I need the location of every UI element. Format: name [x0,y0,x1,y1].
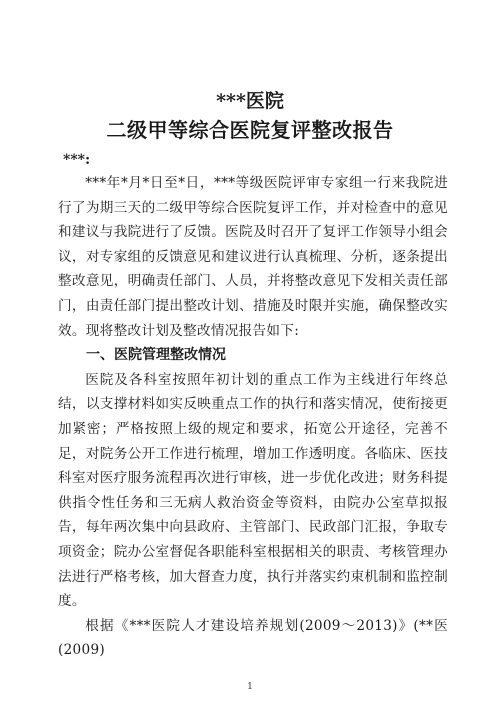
section1-paragraph-1: 医院及各科室按照年初计划的重点工作为主线进行年终总结，以支撑材料如实反映重点工作的执行和落实情况，使衔接更加紧密；严格按照上级的规定和要求，拓宽公开途径，完善不足，对院务公开工作进行梳理，增加工作透明度。各临床、医技科室对医疗服务流程再次进行审核，进一步优化改进；财务科提供指令性任务和三无病人救治资金等资料，由院办公室草拟报告，每年两次集中向县政府、主管部门、民政部门汇报，争取专项资金；院办公室督促各职能科室根据相关的职责、考核管理办法进行严格考核，加大督查力度，执行并落实约束机制和监控制度。 [58,371,448,610]
intro-paragraph: ***年*月*日至*日，***等级医院评审专家组一行来我院进行了为期三天的二级甲等综合医院复评工作，并对检查中的意见和建议与我院进行了反馈。医院及时召开了复评工作领导小组会议，对专家组的反馈意见和建议进行认真梳理、分析，逐条提出整改意见，明确责任部门、人员，并将整改意见下发相关责任部门，由责任部门提出整改计划、措施及时限并实施，确保整改实效。现将整改计划及整改情况报告如下: [58,175,448,339]
page-number: 1 [247,682,253,692]
document-body [58,171,448,663]
salutation: ***: [63,152,91,168]
section-heading-hospital-management: 一、医院管理整改情况 [86,347,226,364]
report-title: 二级甲等综合医院复评整改报告 [106,118,394,142]
section1-paragraph-2: 根据《***医院人才建设培养规划(2009～2013)》(**医(2009) [58,617,448,659]
hospital-title: ***医院 [216,90,284,112]
